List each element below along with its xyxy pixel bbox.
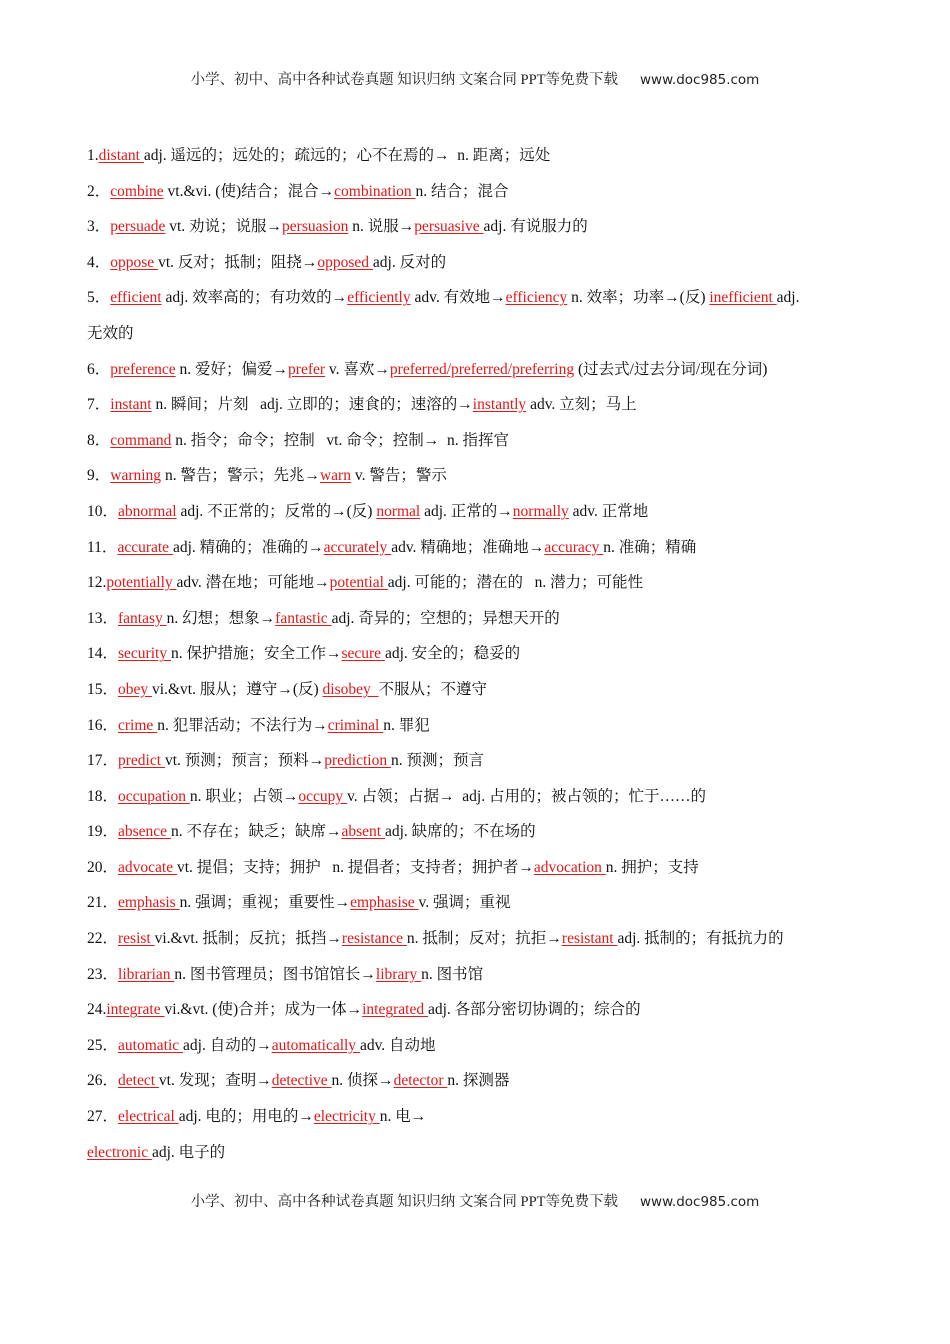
answer-word: accurate bbox=[117, 538, 173, 556]
vocab-line bbox=[87, 287, 867, 323]
definition-text: 19． bbox=[87, 823, 119, 841]
definition-text: n. 拥护；支持 bbox=[605, 858, 699, 876]
answer-word: abnormal bbox=[118, 502, 177, 520]
definition-text: adv. 精确地；准确地→ bbox=[391, 538, 545, 556]
answer-word: fantasy bbox=[118, 609, 167, 627]
vocab-line bbox=[87, 1142, 867, 1178]
definition-text: adv. 正常地 bbox=[568, 502, 649, 520]
definition-text: adv. 潜在地；可能地→ bbox=[176, 574, 330, 592]
page-header bbox=[0, 68, 950, 89]
definition-text: 3． bbox=[87, 218, 111, 236]
vocab-line bbox=[87, 608, 867, 644]
answer-word: advocate bbox=[118, 858, 177, 876]
answer-word: persuasive bbox=[414, 218, 484, 236]
definition-text: 1. bbox=[87, 147, 99, 164]
definition-text: vi.&vt. (使)合并；成为一体→ bbox=[164, 1001, 363, 1019]
answer-word: library bbox=[375, 965, 422, 983]
header-site-link[interactable]: www.doc985.com bbox=[640, 72, 760, 88]
answer-word: oppose bbox=[110, 253, 159, 271]
answer-word: efficient bbox=[110, 289, 162, 307]
answer-word: efficiently bbox=[347, 289, 411, 307]
vocab-line bbox=[87, 1035, 867, 1071]
definition-text: n. 瞬间；片刻 adj. 立即的；速食的；速溶的→ bbox=[151, 396, 473, 414]
answer-word: fantastic bbox=[275, 609, 332, 627]
answer-word: efficiency bbox=[505, 289, 568, 307]
definition-text: v. 占领；占据→ adj. 占用的；被占领的；忙于……的 bbox=[347, 787, 706, 805]
vocab-line bbox=[87, 750, 867, 786]
definition-text: adj. bbox=[776, 289, 800, 307]
answer-word: occupation bbox=[118, 787, 190, 805]
definition-text: n. 侦探→ bbox=[331, 1072, 394, 1090]
vocab-line bbox=[87, 643, 867, 679]
definition-text: n. 爱好；偏爱→ bbox=[175, 360, 289, 378]
definition-text: adj. 正常的→ bbox=[420, 502, 513, 520]
definition-text: n. 电→ bbox=[379, 1108, 427, 1126]
definition-text: adj. 奇异的；空想的；异想天开的 bbox=[331, 609, 560, 627]
answer-word: predict bbox=[118, 752, 165, 770]
vocab-line bbox=[87, 252, 867, 288]
answer-word: detective bbox=[271, 1072, 332, 1090]
definition-text: 17． bbox=[87, 752, 119, 770]
definition-text: n. 职业；占领→ bbox=[189, 787, 299, 805]
definition-text: adj. 电的；用电的→ bbox=[178, 1108, 314, 1126]
vocab-line bbox=[87, 181, 867, 217]
page-footer bbox=[0, 1190, 950, 1211]
answer-word: persuade bbox=[110, 218, 166, 236]
answer-word: electronic bbox=[87, 1143, 152, 1161]
answer-word: criminal bbox=[327, 716, 384, 734]
answer-word: prefer bbox=[288, 360, 326, 378]
answer-word: resistance bbox=[341, 930, 407, 948]
definition-text: 25． bbox=[87, 1036, 119, 1054]
definition-text: adv. 自动地 bbox=[359, 1036, 436, 1054]
answer-word: electricity bbox=[313, 1108, 380, 1126]
vocab-line bbox=[87, 892, 867, 928]
definition-text: n. 准确；精确 bbox=[603, 538, 697, 556]
definition-text: 7． bbox=[87, 396, 111, 414]
definition-text: n. 保护措施；安全工作→ bbox=[170, 645, 342, 663]
answer-word: instant bbox=[110, 396, 152, 414]
header-text: 小学、初中、高中各种试卷真题 知识归纳 文案合同 PPT等免费下载 bbox=[190, 72, 619, 88]
answer-word: potential bbox=[329, 574, 388, 592]
definition-text: adj. 遥远的；远处的；疏远的；心不在焉的→ n. 距离；远处 bbox=[143, 147, 551, 164]
vocab-line bbox=[87, 1070, 867, 1106]
answer-word: emphasis bbox=[118, 894, 180, 912]
answer-word: warning bbox=[110, 467, 162, 485]
vocab-line bbox=[87, 857, 867, 893]
definition-text: 15． bbox=[87, 680, 119, 698]
definition-text: 9． bbox=[87, 467, 111, 485]
answer-word: accurately bbox=[323, 538, 392, 556]
answer-word: absence bbox=[118, 823, 171, 841]
answer-word: automatic bbox=[118, 1036, 184, 1054]
definition-text: n. 结合；混合 bbox=[415, 182, 509, 200]
answer-word: prediction bbox=[324, 752, 391, 770]
vocab-line bbox=[87, 359, 867, 395]
definition-text: adj. 有说服力的 bbox=[483, 218, 588, 236]
vocab-line bbox=[87, 501, 867, 537]
answer-word: crime bbox=[118, 716, 158, 734]
definition-text: n. 幻想；想象→ bbox=[166, 609, 276, 627]
answer-word: preference bbox=[110, 360, 176, 378]
vocab-line bbox=[87, 145, 867, 181]
definition-text: n. 抵制；反对；抗拒→ bbox=[406, 930, 562, 948]
vocab-line bbox=[87, 394, 867, 430]
answer-word: disobey bbox=[322, 680, 379, 698]
definition-text: vt. 劝说；说服→ bbox=[165, 218, 283, 236]
definition-text: v. 喜欢→ bbox=[325, 360, 390, 378]
definition-text: adj. 抵制的；有抵抗力的 bbox=[617, 930, 784, 948]
definition-text: adj. 电子的 bbox=[151, 1143, 226, 1161]
definition-text: adj. 各部分密切协调的；综合的 bbox=[427, 1001, 641, 1019]
answer-word: combine bbox=[110, 182, 164, 200]
vocab-line bbox=[87, 964, 867, 1000]
definition-text: 5． bbox=[87, 289, 111, 307]
definition-text: n. 效率；功率→(反) bbox=[567, 289, 710, 307]
vocab-line bbox=[87, 572, 867, 608]
definition-text: vt. 提倡；支持；拥护 n. 提倡者；支持者；拥护者→ bbox=[176, 858, 534, 876]
definition-text: 11． bbox=[87, 538, 118, 556]
answer-word: librarian bbox=[118, 965, 175, 983]
definition-text: adj. 缺席的；不在场的 bbox=[384, 823, 536, 841]
definition-text: 2． bbox=[87, 182, 111, 200]
definition-text: n. 预测；预言 bbox=[390, 752, 484, 770]
definition-text: v. 警告；警示 bbox=[350, 467, 447, 485]
answer-word: emphasise bbox=[350, 894, 419, 912]
answer-word: detector bbox=[393, 1072, 448, 1090]
definition-text: vi.&vt. 服从；遵守→(反) bbox=[152, 680, 323, 698]
definition-text: 20． bbox=[87, 858, 119, 876]
answer-word: opposed bbox=[317, 253, 373, 271]
answer-word: distant bbox=[98, 147, 144, 164]
answer-word: automatically bbox=[271, 1036, 360, 1054]
definition-text: 21． bbox=[87, 894, 119, 912]
definition-text: adj. 安全的；稳妥的 bbox=[384, 645, 521, 663]
answer-word: warn bbox=[319, 467, 351, 485]
definition-text: (过去式/过去分词/现在分词) bbox=[574, 360, 768, 378]
definition-text: adj. 反对的 bbox=[372, 253, 447, 271]
answer-word: instantly bbox=[472, 396, 527, 414]
vocab-line bbox=[87, 1106, 867, 1142]
definition-text: vt. 反对；抵制；阻挠→ bbox=[158, 253, 318, 271]
answer-word: detect bbox=[118, 1072, 159, 1090]
definition-text: 不服从；不遵守 bbox=[378, 680, 488, 698]
vocab-line bbox=[87, 999, 867, 1035]
answer-word: normal bbox=[376, 502, 421, 520]
answer-word: secure bbox=[341, 645, 385, 663]
definition-text: adv. 立刻；马上 bbox=[526, 396, 637, 414]
answer-word: preferred/preferred/preferring bbox=[389, 360, 575, 378]
definition-text: 8． bbox=[87, 431, 111, 449]
vocab-line bbox=[87, 430, 867, 466]
vocab-line bbox=[87, 679, 867, 715]
definition-text: n. 图书馆 bbox=[421, 965, 484, 983]
vocabulary-list bbox=[87, 145, 867, 1177]
answer-word: combination bbox=[334, 182, 416, 200]
answer-word: advocation bbox=[533, 858, 606, 876]
definition-text: vi.&vt. 抵制；反抗；抵挡→ bbox=[154, 930, 342, 948]
definition-text: adj. 可能的；潜在的 n. 潜力；可能性 bbox=[387, 574, 644, 592]
definition-text: 10． bbox=[87, 502, 119, 520]
answer-word: resistant bbox=[561, 930, 618, 948]
definition-text: n. 警告；警示；先兆→ bbox=[161, 467, 320, 485]
vocab-line bbox=[87, 928, 867, 964]
definition-text: vt. 预测；预言；预料→ bbox=[164, 752, 325, 770]
answer-word: command bbox=[110, 431, 172, 449]
definition-text: 14． bbox=[87, 645, 119, 663]
definition-text: vt. 发现；查明→ bbox=[158, 1072, 272, 1090]
definition-text: adj. 效率高的；有功效的→ bbox=[161, 289, 348, 307]
answer-word: potentially bbox=[106, 574, 177, 592]
definition-text: n. 不存在；缺乏；缺席→ bbox=[170, 823, 342, 841]
definition-text: 26． bbox=[87, 1072, 119, 1090]
definition-text: n. 探测器 bbox=[447, 1072, 510, 1090]
definition-text: 13． bbox=[87, 609, 119, 627]
answer-word: electrical bbox=[118, 1108, 179, 1126]
definition-text: n. 指令；命令；控制 vt. 命令；控制→ n. 指挥官 bbox=[171, 431, 509, 449]
answer-word: security bbox=[118, 645, 171, 663]
footer-text: 小学、初中、高中各种试卷真题 知识归纳 文案合同 PPT等免费下载 bbox=[190, 1194, 619, 1210]
definition-text: adv. 有效地→ bbox=[410, 289, 506, 307]
vocab-line bbox=[87, 786, 867, 822]
definition-text: n. 强调；重视；重要性→ bbox=[179, 894, 351, 912]
vocab-line bbox=[87, 216, 867, 252]
definition-text: 12. bbox=[87, 574, 107, 592]
definition-text: 23． bbox=[87, 965, 119, 983]
vocab-line bbox=[87, 323, 867, 359]
definition-text: v. 强调；重视 bbox=[418, 894, 511, 912]
definition-text: 无效的 bbox=[87, 324, 134, 342]
definition-text: vt.&vi. (使)结合；混合→ bbox=[163, 182, 335, 200]
definition-text: 16． bbox=[87, 716, 119, 734]
answer-word: obey bbox=[118, 680, 153, 698]
vocab-line bbox=[87, 821, 867, 857]
definition-text: adj. 自动的→ bbox=[183, 1036, 272, 1054]
definition-text: n. 说服→ bbox=[348, 218, 415, 236]
definition-text: n. 罪犯 bbox=[383, 716, 430, 734]
definition-text: n. 犯罪活动；不法行为→ bbox=[157, 716, 328, 734]
answer-word: integrate bbox=[106, 1001, 165, 1019]
vocab-line bbox=[87, 715, 867, 751]
definition-text: adj. 精确的；准确的→ bbox=[172, 538, 324, 556]
footer-site-link[interactable]: www.doc985.com bbox=[640, 1194, 760, 1210]
answer-word: normally bbox=[512, 502, 569, 520]
answer-word: accuracy bbox=[544, 538, 604, 556]
answer-word: occupy bbox=[298, 787, 348, 805]
definition-text: n. 图书管理员；图书馆馆长→ bbox=[174, 965, 376, 983]
vocab-line bbox=[87, 465, 867, 501]
answer-word: inefficient bbox=[709, 289, 777, 307]
definition-text: 22． bbox=[87, 930, 119, 948]
answer-word: resist bbox=[118, 930, 155, 948]
answer-word: integrated bbox=[362, 1001, 428, 1019]
definition-text: 18． bbox=[87, 787, 119, 805]
definition-text: 4． bbox=[87, 253, 111, 271]
definition-text: adj. 不正常的；反常的→(反) bbox=[176, 502, 377, 520]
vocab-line bbox=[87, 537, 867, 573]
answer-word: persuasion bbox=[282, 218, 349, 236]
definition-text: 27． bbox=[87, 1108, 119, 1126]
definition-text: 24. bbox=[87, 1001, 107, 1019]
definition-text: 6． bbox=[87, 360, 111, 378]
answer-word: absent bbox=[341, 823, 385, 841]
